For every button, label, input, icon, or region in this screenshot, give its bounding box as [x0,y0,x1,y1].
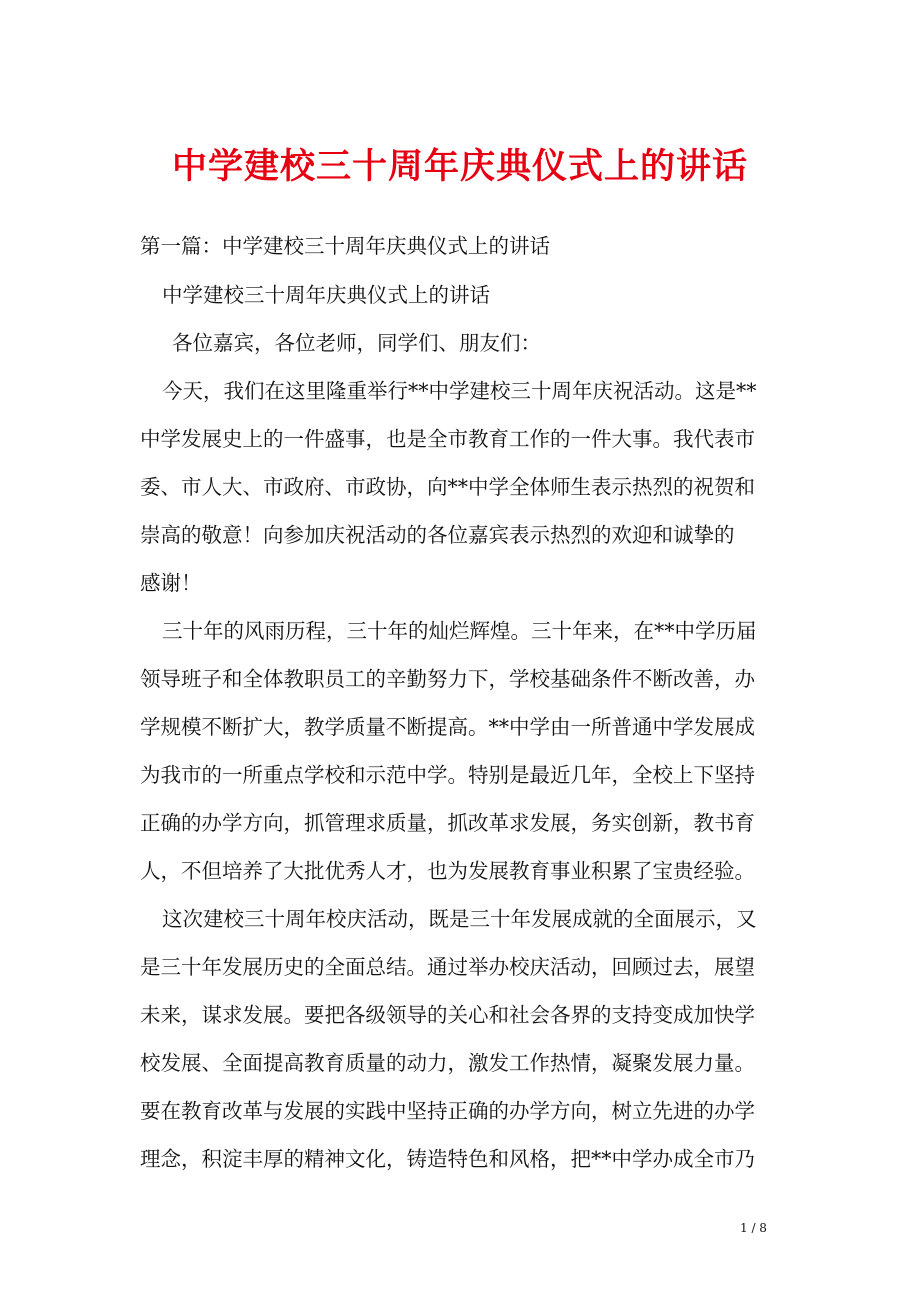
paragraph-line: 理念，积淀丰厚的精神文化，铸造特色和风格，把**中学办成全市乃 [140,1147,755,1171]
paragraph-line: 人，不但培养了大批优秀人才，也为发展教育事业积累了宝贵经验。 [140,859,755,883]
salutation: 各位嘉宾，各位老师，同学们、朋友们： [172,331,541,355]
paragraph-line: 中学发展史上的一件盛事，也是全市教育工作的一件大事。我代表市 [140,427,755,451]
speech-title: 中学建校三十周年庆典仪式上的讲话 [162,283,490,307]
paragraph-line: 正确的办学方向，抓管理求质量，抓改革求发展，务实创新，教书育 [140,811,755,835]
page-number: 1 / 8 [740,1221,767,1235]
paragraph-line: 为我市的一所重点学校和示范中学。特别是最近几年，全校上下坚持 [140,763,755,787]
paragraph-line: 学规模不断扩大，教学质量不断提高。**中学由一所普通中学发展成 [140,715,755,739]
paragraph-line: 校发展、全面提高教育质量的动力，激发工作热情，凝聚发展力量。 [140,1051,755,1075]
paragraph-line: 领导班子和全体教职员工的辛勤努力下，学校基础条件不断改善，办 [140,667,755,691]
paragraph-line: 这次建校三十周年校庆活动，既是三十年发展成就的全面展示，又 [162,907,757,931]
section-heading: 第一篇：中学建校三十周年庆典仪式上的讲话 [140,234,550,258]
paragraph-line: 今天，我们在这里隆重举行**中学建校三十周年庆祝活动。这是** [162,379,757,403]
document-title: 中学建校三十周年庆典仪式上的讲话 [171,146,748,187]
paragraph-line: 崇高的敬意！向参加庆祝活动的各位嘉宾表示热烈的欢迎和诚挚的 [140,523,735,547]
paragraph-line: 感谢！ [140,571,202,595]
paragraph-line: 委、市人大、市政府、市政协，向**中学全体师生表示热烈的祝贺和 [140,475,755,499]
paragraph-line: 是三十年发展历史的全面总结。通过举办校庆活动，回顾过去，展望 [140,955,755,979]
paragraph-line: 未来，谋求发展。要把各级领导的关心和社会各界的支持变成加快学 [140,1003,755,1027]
paragraph-line: 三十年的风雨历程，三十年的灿烂辉煌。三十年来，在**中学历届 [162,619,757,643]
paragraph-line: 要在教育改革与发展的实践中坚持正确的办学方向，树立先进的办学 [140,1099,755,1123]
